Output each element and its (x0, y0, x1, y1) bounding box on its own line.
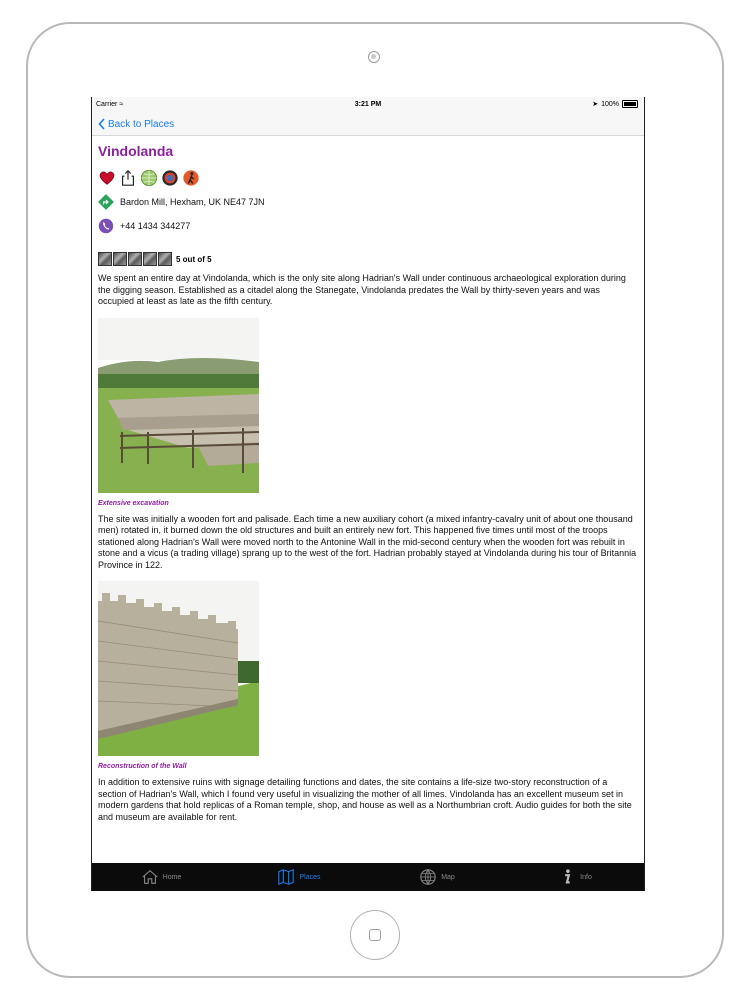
rating-stars (98, 252, 172, 266)
phone-icon (98, 218, 114, 234)
globe-web-icon[interactable] (140, 169, 158, 187)
description-paragraph-3: In addition to extensive ruins with signage detailing functions and dates, the site contains a life-size two-story reconstruction of a section of Hadrian's Wall, which I found very useful in visualizing the mother of all limes. Vindolanda has an excellent museum set in modern gardens that hold replicas of a Roman temple, shop, and house as well as a Northumbrian croft. Audio guides for both the site and museum are available for rent. (98, 777, 632, 822)
directions-icon (98, 194, 114, 210)
rating-star-icon (158, 252, 172, 266)
app-screen (91, 97, 645, 891)
heart-icon[interactable] (98, 169, 116, 187)
tab-places[interactable] (230, 863, 368, 891)
carrier-label: Carrier ≈ (96, 101, 124, 108)
rating-star-icon (113, 252, 127, 266)
wall-reconstruction-photo[interactable] (98, 581, 259, 756)
tab-places-label: Places (299, 873, 321, 881)
hiker-icon[interactable] (182, 169, 200, 187)
tab-home[interactable] (92, 863, 230, 891)
caption-wall: Reconstruction of the Wall (98, 763, 187, 770)
address-text: Bardon Mill, Hexham, UK NE47 7JN (120, 197, 265, 207)
rating-text: 5 out of 5 (176, 254, 212, 264)
globe-icon (419, 868, 437, 886)
description-paragraph-2: The site was initially a wooden fort and palisade. Each time a new auxiliary cohort (a mixed infantry-cavalry unit of about one thousand men) rotated in, it burned down the old structures and built an entirely new fort. This happened five times until most of the troops stationed along Hadrian's Wall were moved north to the Antonine Wall in the mid-second century when the wooden fort was rebuilt in stone and a vicus (a trading village) sprang up to the west of the fort. Hadrian probably stayed at Vindolanda during his tour of Britannia Province in 122. (98, 513, 637, 570)
excavation-photo[interactable] (98, 318, 259, 493)
back-button[interactable] (98, 118, 174, 130)
info-icon (558, 868, 576, 886)
tab-home-label: Home (162, 873, 182, 881)
address-row[interactable] (98, 194, 638, 210)
tab-bar (92, 863, 644, 891)
battery-percent: 100% (601, 100, 619, 108)
page-title: Vindolanda (98, 143, 174, 159)
description-paragraph-1: We spent an entire day at Vindolanda, which is the only site along Hadrian's Wall under continuous archaeological exploration during the digging season. Established as a citadel along the Stanegate, Vindolanda predates the Wall by thirty-seven years and was occupied at least as late as the fifth century. (98, 273, 626, 306)
tab-info[interactable] (506, 863, 644, 891)
navigation-bar (92, 113, 644, 136)
badge-icon[interactable] (161, 169, 179, 187)
back-label: Back to Places (108, 118, 175, 130)
battery-icon (622, 100, 638, 108)
tab-map-label: Map (441, 873, 455, 881)
caption-excavation: Extensive excavation (98, 499, 169, 507)
rating-star-icon (128, 252, 142, 266)
place-detail (92, 135, 644, 863)
location-arrow-icon: ➤ (592, 101, 599, 108)
rating-star-icon (98, 252, 112, 266)
tab-map[interactable] (368, 863, 506, 891)
home-button-glyph (369, 929, 381, 941)
home-button[interactable] (350, 910, 400, 960)
figure-excavation (98, 318, 638, 507)
status-time: 3:21 PM (354, 101, 382, 108)
home-icon (141, 868, 159, 886)
chevron-left-icon (98, 118, 105, 130)
status-bar (92, 97, 644, 113)
rating (98, 252, 638, 266)
wifi-icon: ≈ (119, 101, 124, 108)
phone-text: +44 1434 344277 (120, 221, 191, 231)
tab-info-label: Info (580, 873, 592, 881)
action-row (98, 169, 638, 187)
share-icon[interactable] (119, 169, 137, 187)
rating-star-icon (143, 252, 157, 266)
figure-wall (98, 581, 638, 770)
battery-status (592, 100, 638, 108)
front-camera (368, 51, 380, 63)
phone-row[interactable] (98, 218, 638, 234)
places-icon (277, 868, 295, 886)
